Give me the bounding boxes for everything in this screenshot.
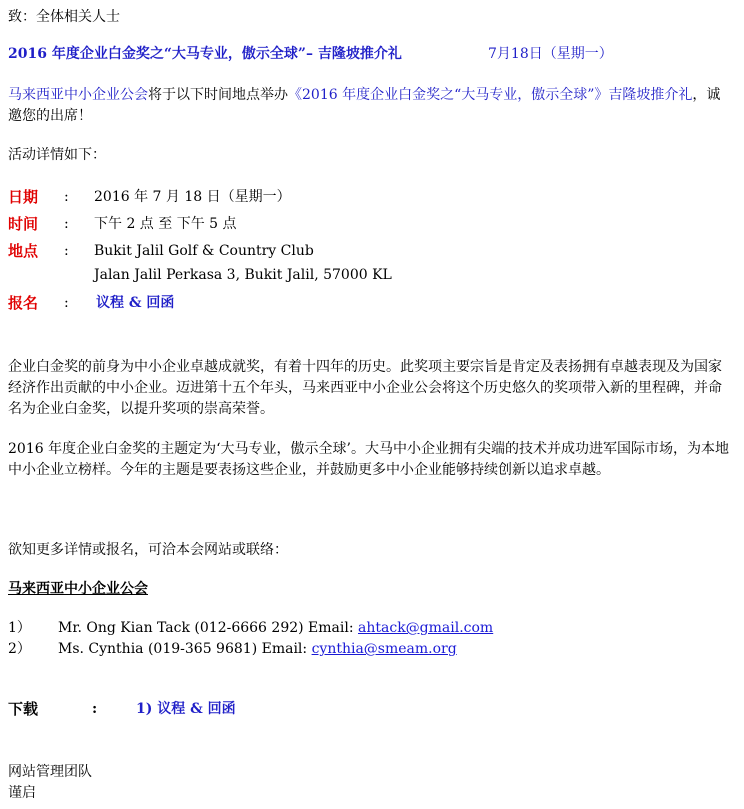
place-line1: Bukit Jalil Golf & Country Club [94,243,314,259]
place-line2: Jalan Jalil Perkasa 3, Bukit Jalil, 57000 KL [94,267,392,283]
body-paragraph-2: 2016 年度企业白金奖的主题定为‘大马专业，傲示全球’。大马中小企业拥有尖端的技术并成功进军国际市场，为本地中小企业立榜样。今年的主题是要表扬这些企业，并鼓励更多中小企业能够持续创新以追求卓越。 [8,441,729,478]
register-label: 报名 [8,294,39,312]
body-paragraph-1: 企业白金奖的前身为中小企业卓越成就奖，有着十四年的历史。此奖项主要宗旨是肯定及表扬拥有卓越表现及为国家经济作出贡献的中小企业。迈进第十五个年头，马来西亚中小企业公会将这个历史悠久的奖项带入新的里程碑，并命名为企业白金奖，以提升奖项的崇高荣誉。 [8,359,722,417]
headline-date: 7月18日（星期一） [488,46,613,62]
date-colon: : [64,189,69,205]
time-colon: : [64,216,69,232]
contact-2-email-link[interactable]: cynthia@smeam.org [311,641,457,657]
intro-event: 《2016 年度企业白金奖之“大马专业，傲示全球”》吉隆坡推介礼 [288,87,693,103]
register-link[interactable]: 议程 & 回函 [96,295,175,311]
contact-intro: 欲知更多详情或报名，可洽本会网站或联络： [8,542,288,558]
contact-1 [58,618,493,638]
download-colon: : [92,701,98,717]
contact-1-number: 1） [8,620,31,636]
place-colon: : [64,243,69,259]
contact-2-text: Ms. Cynthia (019-365 9681) Email: [58,641,312,657]
contact-2-number: 2） [8,641,31,657]
greeting: 致：全体相关人士 [8,9,120,25]
signoff-team: 网站管理团队 [8,764,92,780]
contact-org: 马来西亚中小企业公会 [8,581,148,597]
contact-2 [58,639,457,659]
download-label: 下载 [8,700,39,718]
download-link[interactable]: 1) 议程 & 回函 [136,701,236,717]
contact-1-email-link[interactable]: ahtack@gmail.com [358,620,494,636]
time-value: 下午 2 点 至 下午 5 点 [94,216,237,232]
signoff-closing: 谨启 [8,785,36,801]
intro-text1: 将于以下时间地点举办 [148,87,288,103]
date-label: 日期 [8,188,39,206]
contact-1-text: Mr. Ong Kian Tack (012-6666 292) Email: [58,620,359,636]
intro-text2: ，诚邀您的出席！ [8,87,721,124]
intro-paragraph [8,85,734,127]
intro-org: 马来西亚中小企业公会 [8,87,148,103]
details-heading: 活动详情如下： [8,147,106,163]
time-label: 时间 [8,215,39,233]
place-label: 地点 [8,242,39,260]
register-colon: : [64,295,69,311]
headline-title: 2016 年度企业白金奖之“大马专业，傲示全球”– 吉隆坡推介礼 [8,46,402,62]
date-value: 2016 年 7 月 18 日（星期一） [94,189,291,205]
